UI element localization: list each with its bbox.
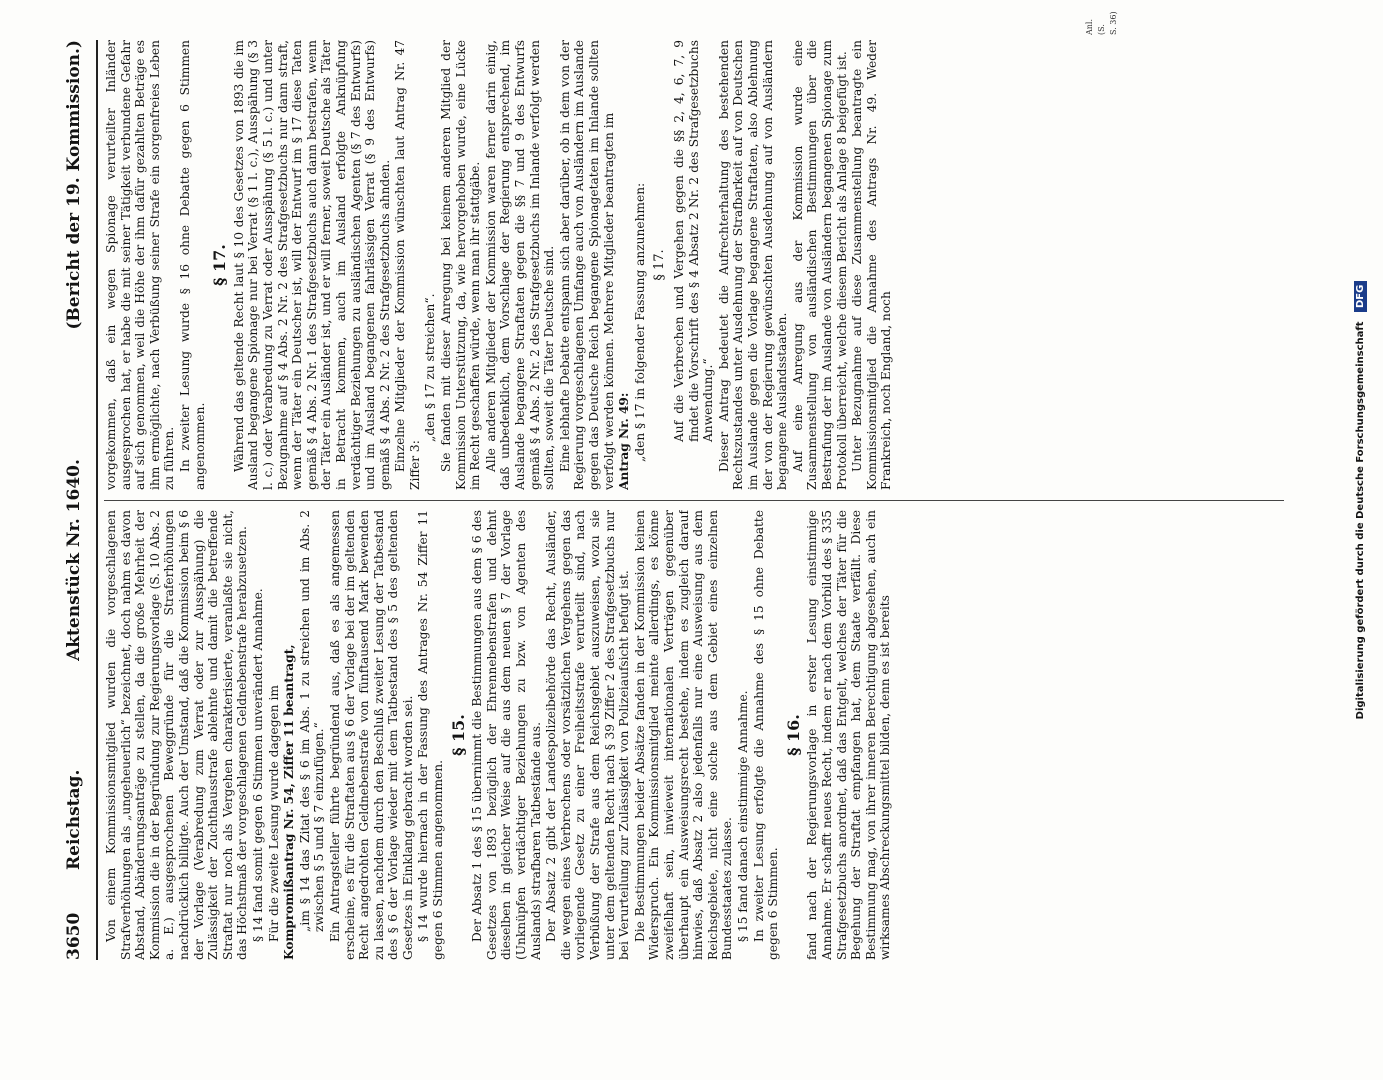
paragraph: Eine lebhafte Debatte entspann sich aber darüber, ob in dem von der Regierung vorgeschlagenen Umfange auch von Ausländern im Auslande gegen das Deutsche Reich begangene Spionagetaten im Inlande sollten verfolgt werden können. Mehrere Mitglieder beantragten im — [557, 40, 616, 490]
column-divider — [104, 500, 1284, 501]
section-heading-16: § 16. — [783, 714, 803, 756]
margin-note: S. 36) — [1109, 11, 1118, 35]
paragraph: fand nach der Regierungsvorlage in erster Lesung einstimmige Annahme. Er schafft neues Recht, indem er nach dem Vorbild des § 335 Strafgesetzbuchs anordnet, daß das Entgelt, welches der Täter für die Begehung der Straftat empfangen hat, dem Staate verfällt. Diese Bestimmung mag, von ihrer inneren Berechtigung abgesehen, auch ein wirksames Abschreckungsmittel bilden, denn es ist bereits — [805, 510, 893, 960]
page-number: 3650 — [64, 912, 84, 960]
section-heading-17: § 17. — [210, 244, 230, 286]
left-column — [104, 510, 1284, 960]
header-rule — [96, 40, 98, 960]
quote: „den § 17 in folgender Fassung anzunehmen: — [632, 182, 647, 462]
page-header — [64, 40, 94, 960]
paragraph: § 14 wurde hiernach in der Fassung des Antrages Nr. 54 Ziffer 11 gegen 6 Stimmen angenommen. — [416, 510, 446, 960]
paragraph: In zweiter Lesung wurde § 16 ohne Debatte gegen 6 Stimmen angenommen. — [177, 40, 207, 490]
quote: „im § 14 das Zitat des § 6 im Abs. 1 zu streichen und im Abs. 2 zwischen § 5 und § 7 einzufügen.“ — [297, 510, 327, 932]
quoted-section-heading: § 17. — [652, 249, 668, 281]
paragraph: Unter Bezugnahme auf diese Zusammenstellung beantragte ein Kommissionsmitglied die Annahme des Antrags Nr. 49. Weder Frankreich, noch England, noch — [850, 40, 894, 490]
dfg-logo: DFG — [1354, 281, 1367, 312]
paragraph: Auf eine Anregung aus der Kommission wurde eine Zusammenstellung von ausländischen Bestimmungen über die Bestrafung der im Auslande von Ausländern begangenen Spionage zum Protokoll überreicht, welche diesem Bericht als Anlage 8 beigefügt ist. — [790, 40, 849, 490]
paragraph: In zweiter Lesung erfolgte die Annahme des § 15 ohne Debatte gegen 6 Stimmen. — [751, 510, 781, 960]
paragraph: Der Absatz 1 des § 15 übernimmt die Bestimmungen aus dem § 6 des Gesetzes von 1893 bezüglich der Ehrennebenstrafen und dehnt dieselben in gleicher Weise auf die aus dem neuen § 7 der Vorlage (Unknüpfen verdächtiger Beziehungen zu bzw. von Agenten des Auslands) strafbaren Tatbestände aus. — [470, 510, 543, 960]
paragraph: Alle anderen Mitglieder der Kommission waren ferner darin einig, daß unbedenklich, dem Vorschlage der Regierung entsprechend, im Auslande begangene Straftaten gegen die §§ 7 und 9 des Entwurfs gemäß § 4 Abs. 2 Nr. 2 des Strafgesetzbuchs im Inlande verfolgt werden sollten, soweit die Täter Deutsche sind. — [483, 40, 557, 490]
paragraph: Von einem Kommissionsmitglied wurden die vorgeschlagenen Strafverhöhungen als „ungeheuerlich“ bezeichnet, doch nahm es davon Abstand, Abänderungsanträge zu stellen, da die große Mehrheit der Kommission die in der Begründung zur Regierungsvorlage (S. 10 Abs. 2 a. E.) ausgesprochenen Beweggründe für die Straferhöhungen nachdrücklich billigte. Auch der Umstand, daß die Kommission beim § 6 der Vorlage (Verabredung zum Verrat oder zur Ausspähung) die Zulässigkeit der Zuchthausstrafe ablehnte und damit die betreffende Straftat nur noch als Vergehen charakterisierte, veranlaßte sie nicht, das Höchstmaß der vorgeschlagenen Geldnebenstrafe herabzusetzen. — [104, 510, 250, 960]
digitization-note: Digitalisierung gefördert durch die Deutsche Forschungsgemeinschaft — [1355, 321, 1366, 720]
margin-note: Anl. — [1085, 18, 1094, 35]
quote: „den § 17 zu streichen“. — [423, 293, 438, 442]
margin-note: (S. — [1097, 24, 1106, 35]
paragraph: Sie fanden mit dieser Anregung bei keinem anderen Mitglied der Kommission Unterstützung, da, wie hervorgehoben wurde, eine Lücke im Recht geschaffen würde, wenn man ihr stattgäbe. — [439, 40, 483, 490]
right-column — [104, 40, 1284, 490]
paragraph: Die Bestimmungen beider Absätze fanden in der Kommission keinen Widerspruch. Ein Kommissionsmitglied meinte allerdings, es könne zweifelhaft sein, inwieweit internationalen Verträgen gegenüber überhaupt ein Ausweisungsrecht bestehe, indem es zugleich darauf hinwies, daß Absatz 2 also jedenfalls nur eine Ausweisung aus dem Reichsgebiete, nicht eine solche aus dem Gebiet eines einzelnen Bundesstaates zulasse. — [632, 510, 735, 960]
paragraph: Einzelne Mitglieder der Kommission wünschten laut Antrag Nr. 47 Ziffer 3: — [393, 40, 422, 490]
digitization-footer — [1355, 20, 1366, 980]
paragraph: Für die zweite Lesung wurde dagegen im — [266, 685, 281, 942]
paragraph: Während das geltende Recht laut § 10 des Gesetzes von 1893 die im Ausland begangene Spionage nur bei Verrat (§ 1 l. c.), Ausspähung (§ 3 l. c.) oder Verabredung zu Verrat oder Ausspähung (§ 5 l. c.) und unter Bezugnahme auf § 4 Abs. 2 Nr. 2 des Strafgesetzbuchs nur dann straft, wenn der Täter ein Deutscher ist, will der Entwurf im § 17 diese Taten gemäß § 4 Abs. 2 Nr. 1 des Strafgesetzbuchs auch dann bestrafen, wenn der Täter ein Ausländer ist, und er will ferner, soweit Deutsche als Täter in Betracht kommen, auch im Ausland erfolgte Anknüpfung verdächtiger Beziehungen zu ausländischen Agenten (§ 7 des Entwurfs) und im Ausland begangenen fahrlässigen Verrat (§ 9 des Entwurfs) gemäß § 4 Abs. 2 Nr. 2 des Strafgesetzbuchs ahnden. — [231, 40, 392, 490]
header-center-title: Aktenstück Nr. 1640. — [64, 459, 84, 661]
paragraph: Der Absatz 2 gibt der Landespolizeibehörde das Recht, Ausländer, die wegen eines Verbrechens oder vorsätzlichen Vergehens gegen das vorliegende Gesetz zu einer Freiheitsstrafe verurteilt sind, nach Verbüßung der Strafe aus dem Reichsgebiet auszuweisen, wozu sie unter dem geltenden Recht nach § 39 Ziffer 2 des Strafgesetzbuchs nur bei Verurteilung zur Zulässigkeit von Polizeiaufsicht befugt ist. — [544, 510, 632, 960]
paragraph-motion: Antrag Nr. 49: — [617, 392, 632, 490]
paragraph: § 14 fand somit gegen 6 Stimmen unverändert Annahme. — [250, 588, 265, 942]
section-heading-15: § 15. — [448, 714, 468, 756]
header-left-title: Reichstag. — [64, 769, 84, 870]
paragraph: Dieser Antrag bedeutet die Aufrechterhaltung des bestehenden Rechtszustandes unter Ausdehnung der Strafbarkeit auf von Deutschen im Auslande gegen die Vorlage begangene Straftaten, also Ablehnung der von der Regierung gewünschten Ausdehnung auf von Ausländern begangene Auslandsstaaten. — [716, 40, 790, 490]
paragraph: vorgekommen, daß ein wegen Spionage verurteilter Inländer ausgesprochen hat, er habe die mit seiner Tätigkeit verbundene Gefahr auf sich genommen, weil die Höhe der ihm dafür gezahlten Beträge es ihm ermöglichte, nach Verbüßung seiner Strafe ein sorgenfreies Leben zu führen. — [104, 40, 177, 490]
quote: Auf die Verbrechen und Vergehen gegen die §§ 2, 4, 6, 7, 9 findet die Vorschrift des § 4 Absatz 2 Nr. 2 des Strafgesetzbuchs Anwendung.“ — [671, 40, 716, 442]
paragraph: § 15 fand danach einstimmige Annahme. — [735, 690, 750, 942]
paragraph: Ein Antragsteller führte begründend aus, daß es als angemessen erscheine, es für die Straftaten aus § 6 der Vorlage bei der im geltenden Recht angedrohten Geldnebenstrafe von fünftausend Mark bewenden zu lassen, nachdem durch den Beschluß zweiter Lesung der Tatbestand des § 6 der Vorlage wieder mit dem Tatbestand des § 5 des geltenden Gesetzes in Einklang gebracht worden sei. — [327, 510, 415, 960]
header-right-title: (Bericht der 19. Kommission.) — [64, 40, 84, 330]
paragraph-motion: Kompromißantrag Nr. 54, Ziffer 11 beantragt, — [282, 644, 297, 960]
